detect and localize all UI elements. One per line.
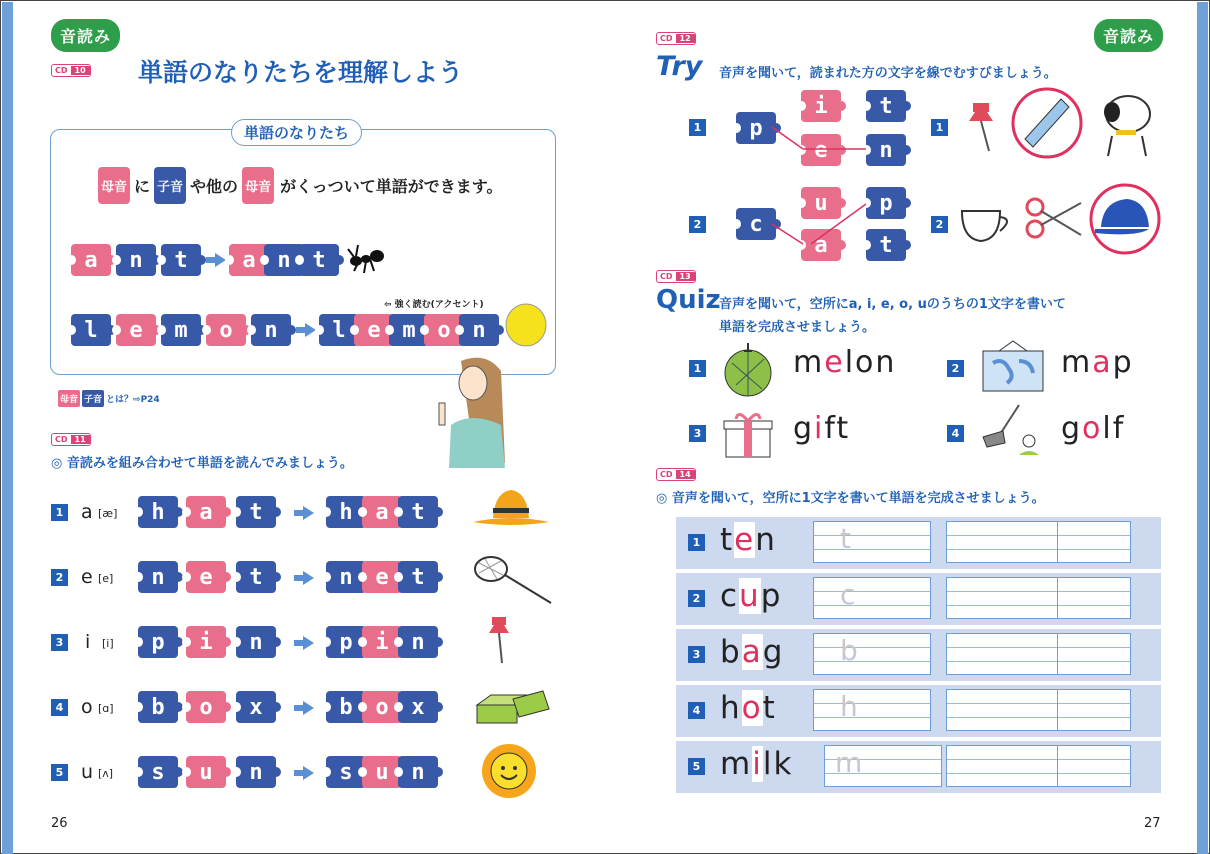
writing-box-trace[interactable] [813, 689, 931, 731]
note-link-text: とは？⇨P24 [106, 395, 160, 405]
row-ipa: [æ] [98, 507, 118, 520]
tile: b [326, 691, 366, 723]
tile: t [398, 496, 438, 528]
tile: t [398, 561, 438, 593]
try-label: Try [656, 51, 703, 82]
tile[interactable]: n [866, 134, 906, 166]
scissors-icon [1021, 193, 1086, 248]
formation-sentence [98, 167, 502, 204]
pushpin-icon [486, 613, 516, 665]
tile[interactable]: i [801, 90, 841, 122]
try-q1-number: 1 [689, 119, 706, 136]
pushpin-icon [963, 99, 1003, 155]
write-word [720, 634, 784, 670]
tile[interactable]: p [866, 187, 906, 219]
tile[interactable]: u [801, 187, 841, 219]
connection-lines [766, 196, 866, 256]
tile[interactable]: t [866, 90, 906, 122]
melon-icon [722, 341, 774, 399]
word-prefix: b [720, 634, 742, 670]
page-number-left: 26 [51, 816, 68, 831]
other-text: や他の [190, 177, 239, 196]
tile-lemon-o: o [206, 314, 246, 346]
consonant-chip: 子音 [154, 167, 186, 204]
arrow-icon [206, 253, 226, 267]
row-ipa: [ʌ] [98, 767, 114, 780]
word-blank-answer[interactable]: o [741, 690, 763, 726]
quiz-item-number: 4 [947, 425, 964, 442]
tile: a [362, 496, 402, 528]
page-edge-right [1197, 2, 1208, 854]
tile: n [138, 561, 178, 593]
tile[interactable]: a [801, 229, 841, 261]
word-suffix: p [1112, 345, 1134, 380]
tile-lemon-result-m: m [389, 314, 429, 346]
vowel-chip-2: 母音 [242, 167, 274, 204]
word-blank-answer[interactable]: e [734, 522, 756, 558]
tile-lemon-result-o: o [424, 314, 464, 346]
tile: a [186, 496, 226, 528]
row-number: 3 [688, 646, 705, 663]
row-number: 1 [51, 504, 68, 521]
row-letter: i [85, 631, 91, 653]
word-blank-answer[interactable]: i [752, 746, 763, 782]
word-blank-answer[interactable]: i [814, 411, 825, 446]
vowel-chip: 母音 [98, 167, 130, 204]
tile-lemon-e: e [116, 314, 156, 346]
tile[interactable]: t [866, 229, 906, 261]
particle-ni: に [134, 177, 151, 196]
tile: e [186, 561, 226, 593]
tile-lemon-result-l: l [319, 314, 359, 346]
word-prefix: m [720, 746, 753, 782]
tile: x [398, 691, 438, 723]
word-suffix: lf [1102, 411, 1126, 446]
quiz-instruction-1: 音声を聞いて，空所にa, i, e, o, uのうちの1文字を書いて [719, 297, 1066, 312]
write-instruction: ◎ 音声を聞いて，空所に1文字を書いて単語を完成させましょう。 [656, 491, 1045, 506]
cd-track-badge-2 [51, 433, 91, 446]
cup-icon [956, 205, 1018, 245]
writing-box-trace[interactable] [813, 577, 931, 619]
arrow-icon [296, 323, 316, 337]
page-title: 単語のなりたちを理解しよう [138, 58, 464, 87]
try-pic1-number: 1 [931, 119, 948, 136]
trace-letter: t [840, 522, 851, 555]
word-blank-answer[interactable]: u [739, 578, 761, 614]
tile-ant-a: a [71, 244, 111, 276]
write-row [676, 629, 1161, 681]
row-number: 2 [51, 569, 68, 586]
tile-ant-result-n: n [264, 244, 304, 276]
writing-box[interactable] [946, 577, 1064, 619]
sun-icon [479, 741, 539, 801]
word-suffix: n [755, 522, 777, 558]
write-row [676, 517, 1161, 569]
cd-track-badge-write [656, 468, 696, 481]
row-letter: u [81, 761, 94, 783]
row-letter: e [81, 566, 93, 588]
tile: h [138, 496, 178, 528]
quiz-word-map [1061, 345, 1134, 380]
word-suffix: lk [762, 746, 794, 782]
row-ipa: [e] [98, 572, 114, 585]
cd-label: CD [657, 272, 676, 281]
writing-box[interactable] [1057, 633, 1131, 675]
row-number: 1 [688, 534, 705, 551]
tile[interactable]: p [736, 112, 776, 144]
connection-lines [766, 101, 866, 161]
word-blank-answer[interactable]: a [1092, 345, 1113, 380]
tile-lemon-result-n: n [459, 314, 499, 346]
write-word [720, 746, 793, 782]
trace-letter: c [840, 578, 856, 611]
word-prefix: m [1061, 345, 1093, 380]
tile: e [362, 561, 402, 593]
cd-label: CD [657, 470, 676, 479]
word-suffix: lon [844, 345, 897, 380]
cd-track-number: 10 [71, 66, 90, 75]
try-pic2-number: 2 [931, 216, 948, 233]
write-word [720, 690, 777, 726]
write-row [676, 685, 1161, 737]
write-word [720, 578, 782, 614]
word-suffix: p [760, 578, 783, 614]
tile: t [236, 496, 276, 528]
box-title: 単語のなりたち [231, 119, 362, 146]
tile: s [138, 756, 178, 788]
row-number: 4 [51, 699, 68, 716]
tile: u [362, 756, 402, 788]
cd-label: CD [52, 66, 71, 75]
writing-box[interactable] [1057, 577, 1131, 619]
word-prefix: g [793, 411, 815, 446]
quiz-word-golf [1061, 411, 1125, 446]
tile: s [326, 756, 366, 788]
row-letter: o [81, 696, 93, 718]
net-icon [471, 551, 553, 606]
tile-ant-result-a: a [229, 244, 269, 276]
cd-track-badge-quiz [656, 270, 696, 283]
tile: o [362, 691, 402, 723]
tile: h [326, 496, 366, 528]
row-number: 2 [688, 590, 705, 607]
quiz-item-number: 2 [947, 360, 964, 377]
tile-ant-t: t [161, 244, 201, 276]
trace-letter: b [840, 634, 858, 667]
accent-note: ⇦ 強く読む(アクセント) [384, 300, 484, 310]
writing-box[interactable] [946, 521, 1064, 563]
tile: i [186, 626, 226, 658]
tile: n [326, 561, 366, 593]
tile-ant-result-t: t [299, 244, 339, 276]
write-row [676, 573, 1161, 625]
quiz-word-melon [793, 345, 896, 380]
lemon-icon [503, 301, 549, 349]
tile[interactable]: e [801, 134, 841, 166]
cd-track-number: 14 [676, 470, 695, 479]
sentence-rest: がくっついて単語ができます。 [280, 177, 503, 196]
tile: n [398, 756, 438, 788]
word-blank-answer[interactable]: e [824, 345, 845, 380]
golf-icon [979, 401, 1043, 459]
gift-icon [722, 409, 774, 461]
trace-letter: m [835, 746, 863, 779]
writing-box[interactable] [1057, 521, 1131, 563]
tile-lemon-m: m [161, 314, 201, 346]
writing-box[interactable] [1057, 689, 1131, 731]
writing-box-trace[interactable] [813, 633, 931, 675]
word-blank-answer[interactable]: o [1082, 411, 1103, 446]
tile-lemon-result-e: e [354, 314, 394, 346]
arrow-icon [294, 636, 314, 650]
ant-icon [346, 239, 386, 279]
writing-box[interactable] [946, 745, 1064, 787]
word-blank-answer[interactable]: a [741, 634, 763, 670]
writing-box[interactable] [946, 633, 1064, 675]
tile: t [236, 561, 276, 593]
arrow-icon [294, 766, 314, 780]
page-edge-left [2, 2, 13, 854]
write-row [676, 741, 1161, 793]
writing-box-trace[interactable] [824, 745, 942, 787]
write-word [720, 522, 777, 558]
word-prefix: c [720, 578, 740, 614]
tile: p [138, 626, 178, 658]
cd-label: CD [52, 435, 71, 444]
map-icon [979, 339, 1047, 397]
vowel-consonant-note [58, 390, 160, 407]
tile-ant-n: n [116, 244, 156, 276]
word-prefix: m [793, 345, 825, 380]
row-ipa: [i] [102, 637, 114, 650]
word-prefix: t [720, 522, 735, 558]
writing-box[interactable] [946, 689, 1064, 731]
tile: x [236, 691, 276, 723]
word-prefix: g [1061, 411, 1083, 446]
cd-track-number: 11 [71, 435, 90, 444]
cd-track-number: 13 [676, 272, 695, 281]
word-prefix: h [720, 690, 742, 726]
cap-icon [1087, 181, 1163, 257]
arrow-icon [294, 506, 314, 520]
tile-lemon-l: l [71, 314, 111, 346]
section-badge-left: 音読み [51, 19, 120, 52]
word-suffix: ft [824, 411, 851, 446]
tile: u [186, 756, 226, 788]
trace-letter: h [840, 690, 858, 723]
cd-track-number: 12 [676, 34, 695, 43]
cd-track-badge-try [656, 32, 696, 45]
girl-illustration [431, 353, 511, 468]
row-number: 5 [51, 764, 68, 781]
row-ipa: [ɑ] [98, 702, 114, 715]
try-q2-number: 2 [689, 216, 706, 233]
quiz-item-number: 3 [689, 425, 706, 442]
tile: n [236, 756, 276, 788]
note-consonant-chip: 子音 [82, 390, 104, 407]
quiz-item-number: 1 [689, 360, 706, 377]
arrow-icon [294, 701, 314, 715]
tile[interactable]: c [736, 208, 776, 240]
box-icon [473, 689, 551, 725]
word-suffix: g [762, 634, 785, 670]
tile: b [138, 691, 178, 723]
try-instruction: 音声を聞いて，読まれた方の文字を線でむすびましょう。 [719, 66, 1057, 81]
row-letter: a [81, 501, 93, 523]
tile: n [398, 626, 438, 658]
row-number: 5 [688, 758, 705, 775]
exercise-instruction: ◎ 音読みを組み合わせて単語を読んでみましょう。 [51, 456, 353, 471]
row-number: 4 [688, 702, 705, 719]
cd-label: CD [657, 34, 676, 43]
note-vowel-chip: 母音 [58, 390, 80, 407]
dog-icon [1094, 86, 1159, 158]
arrow-icon [294, 571, 314, 585]
quiz-instruction-2: 単語を完成させましょう。 [719, 320, 876, 335]
row-number: 3 [51, 634, 68, 651]
tile: o [186, 691, 226, 723]
writing-box-trace[interactable] [813, 521, 931, 563]
cd-track-badge [51, 64, 91, 77]
pen-icon [1009, 85, 1085, 161]
hat-icon [471, 484, 551, 529]
tile: n [236, 626, 276, 658]
tile: i [362, 626, 402, 658]
quiz-label: Quiz [656, 285, 721, 315]
quiz-word-gift [793, 411, 850, 446]
tile: p [326, 626, 366, 658]
section-badge-right: 音読み [1094, 19, 1163, 52]
page-number-right: 27 [1144, 816, 1161, 831]
writing-box[interactable] [1057, 745, 1131, 787]
tile-lemon-n: n [251, 314, 291, 346]
word-suffix: t [762, 690, 777, 726]
